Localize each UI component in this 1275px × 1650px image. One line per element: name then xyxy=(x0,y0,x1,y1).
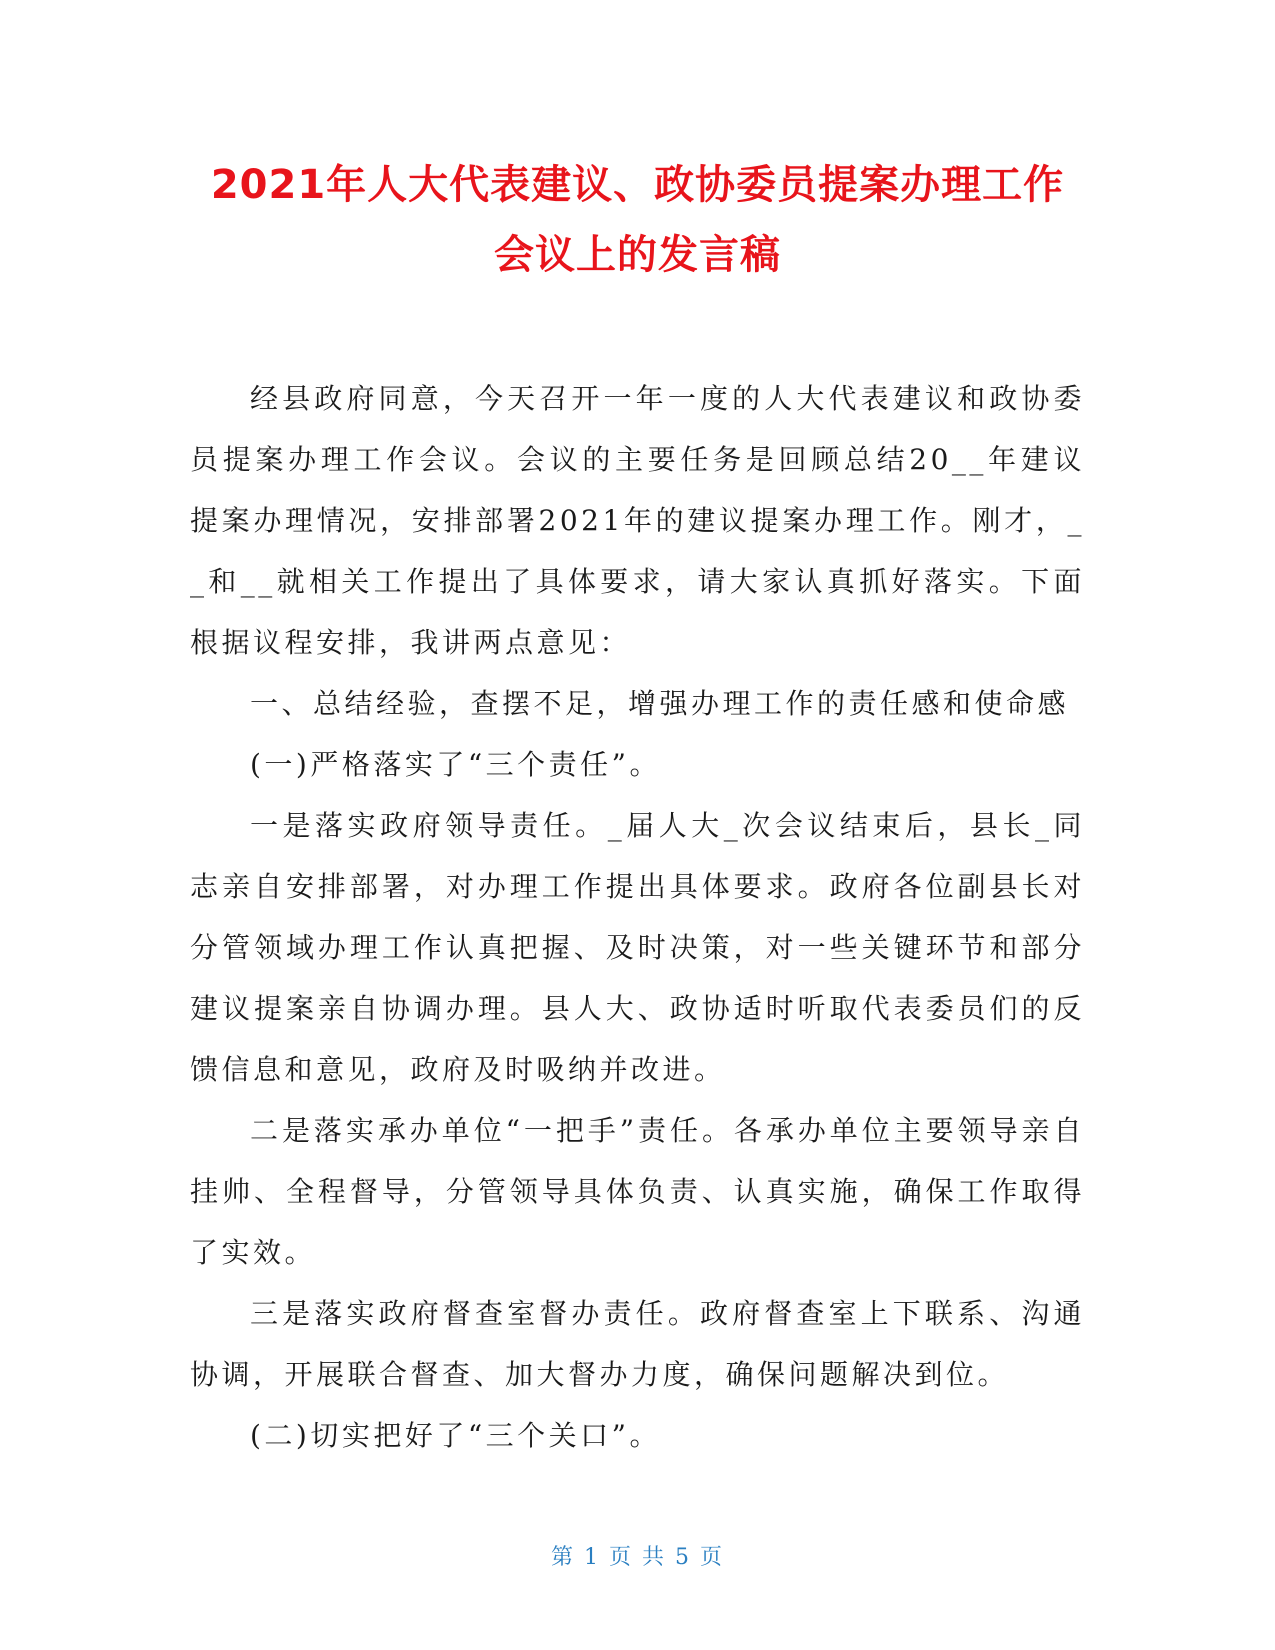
paragraph-unit-head: 二是落实承办单位“一把手”责任。各承办单位主要领导亲自挂帅、全程督导，分管领导具体负责、认真实施，确保工作取得了实效。 xyxy=(190,1114,1085,1269)
subsection-heading-2: (二)切实把好了“三个关口”。 xyxy=(250,1419,661,1452)
document-body xyxy=(190,368,1085,1466)
document-title xyxy=(150,150,1125,290)
title-line-2: 会议上的发言稿 xyxy=(494,232,781,278)
paragraph-government-leadership: 一是落实政府领导责任。_届人大_次会议结束后，县长_同志亲自安排部署，对办理工作提出具体要求。政府各位副县长对分管领域办理工作认真把握、及时决策，对一些关键环节和部分建议提案亲自协调办理。县人大、政协适时听取代表委员们的反馈信息和意见，政府及时吸纳并改进。 xyxy=(190,809,1085,1086)
section-heading-1: 一、总结经验，查摆不足，增强办理工作的责任感和使命感 xyxy=(250,687,1070,720)
subsection-heading-1: (一)严格落实了“三个责任”。 xyxy=(250,748,661,781)
page-number-footer: 第 1 页 共 5 页 xyxy=(551,1545,724,1570)
paragraph-supervision-office: 三是落实政府督查室督办责任。政府督查室上下联系、沟通协调，开展联合督查、加大督办力度，确保问题解决到位。 xyxy=(190,1297,1085,1391)
paragraph-intro: 经县政府同意，今天召开一年一度的人大代表建议和政协委员提案办理工作会议。会议的主要任务是回顾总结20__年建议提案办理情况，安排部署2021年的建议提案办理工作。刚才，__和__就相关工作提出了具体要求，请大家认真抓好落实。下面根据议程安排，我讲两点意见： xyxy=(190,382,1085,659)
title-line-1: 2021年人大代表建议、政协委员提案办理工作 xyxy=(210,162,1065,208)
